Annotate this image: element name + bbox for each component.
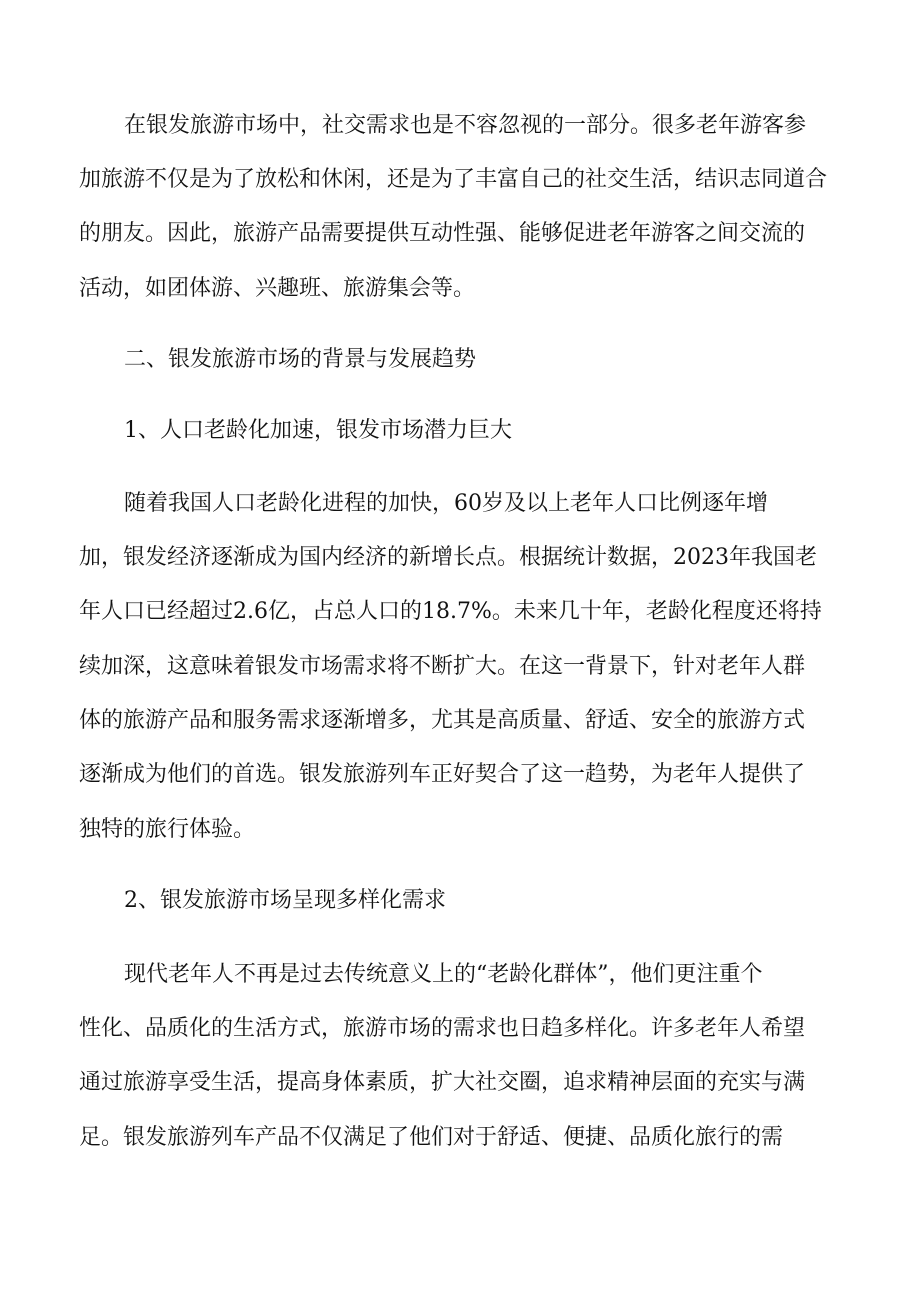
- paragraph-line: 通过旅游享受生活，提高身体素质，扩大社交圈，追求精神层面的充实与满: [79, 1070, 806, 1095]
- paragraph-line: 独特的旅行体验。: [79, 817, 256, 842]
- subheading: 2、银发旅游市场呈现多样化需求: [124, 888, 446, 913]
- paragraph-line: 活动，如团体游、兴趣班、旅游集会等。: [79, 276, 476, 301]
- paragraph-line: 逐渐成为他们的首选。银发旅游列车正好契合了这一趋势，为老年人提供了: [79, 762, 806, 787]
- paragraph-line: 体的旅游产品和服务需求逐渐增多，尤其是高质量、舒适、安全的旅游方式: [79, 708, 806, 733]
- paragraph-line: 年人口已经超过2.6亿，占总人口的18.7%。未来几十年，老龄化程度还将持: [79, 599, 822, 624]
- paragraph-line: 性化、品质化的生活方式，旅游市场的需求也日趋多样化。许多老年人希望: [79, 1016, 806, 1041]
- paragraph-line: 现代老年人不再是过去传统意义上的“老龄化群体”，他们更注重个: [124, 962, 763, 987]
- paragraph-line: 加，银发经济逐渐成为国内经济的新增长点。根据统计数据，2023年我国老: [79, 545, 817, 570]
- subheading: 1、人口老龄化加速，银发市场潜力巨大: [124, 418, 512, 443]
- paragraph-line: 加旅游不仅是为了放松和休闲，还是为了丰富自己的社交生活，结识志同道合: [79, 167, 828, 192]
- paragraph-line: 随着我国人口老龄化进程的加快，60岁及以上老年人口比例逐年增: [124, 491, 768, 516]
- paragraph-line: 续加深，这意味着银发市场需求将不断扩大。在这一背景下，针对老年人群: [79, 654, 806, 679]
- section-heading: 二、银发旅游市场的背景与发展趋势: [124, 347, 477, 372]
- paragraph-line: 的朋友。因此，旅游产品需要提供互动性强、能够促进老年游客之间交流的: [79, 221, 806, 246]
- paragraph-line: 足。银发旅游列车产品不仅满足了他们对于舒适、便捷、品质化旅行的需: [79, 1125, 784, 1150]
- paragraph-line: 在银发旅游市场中，社交需求也是不容忽视的一部分。很多老年游客参: [124, 113, 807, 138]
